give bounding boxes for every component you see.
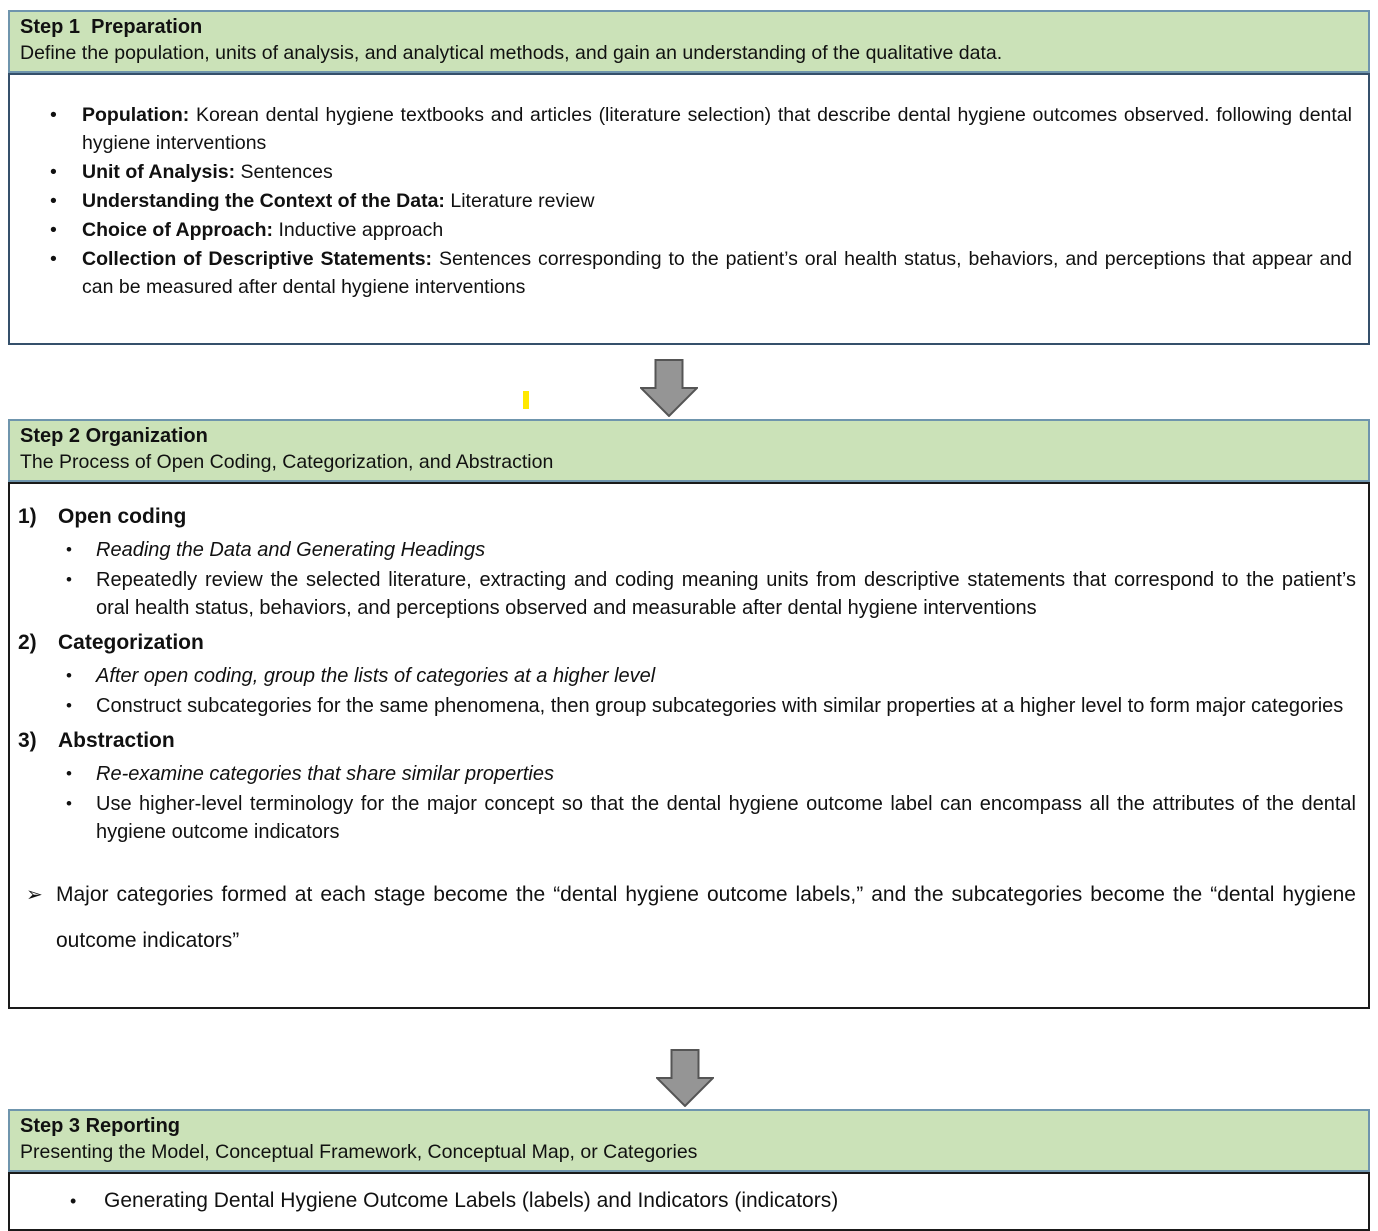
section-open-coding-heading	[18, 502, 1356, 532]
section-categorization-items	[66, 662, 1356, 720]
bullet-text	[82, 245, 1352, 301]
item-text: Re-examine categories that share similar properties	[96, 763, 554, 785]
step2-note	[26, 872, 1356, 964]
step2-box	[8, 419, 1370, 1009]
bullet-understanding-context	[50, 187, 1352, 215]
bullet-text	[82, 101, 1352, 157]
bullet-icon: •	[50, 190, 57, 212]
down-arrow-icon	[656, 1049, 714, 1107]
step1-subtitle: Define the population, units of analysis, and analytical methods, and gain an understanding of the qualitative data.	[20, 42, 1003, 64]
bullet-icon: •	[66, 540, 72, 559]
bullet-icon: •	[66, 794, 72, 813]
bullet-generating-labels	[22, 1185, 1356, 1217]
bullet-label: Choice of Approach:	[82, 219, 274, 241]
list-item	[66, 692, 1356, 720]
section-number: 1)	[18, 505, 37, 528]
list-item	[66, 536, 1356, 564]
step2-title: Step 2 Organization	[20, 425, 208, 447]
bullet-population	[50, 101, 1352, 157]
bullet-collection-statements	[50, 245, 1352, 301]
bullet-text: Generating Dental Hygiene Outcome Labels (labels) and Indicators (indicators)	[104, 1189, 839, 1212]
section-number: 2)	[18, 631, 37, 654]
section-heading-text: Open coding	[58, 505, 187, 528]
yellow-highlight-mark	[523, 391, 529, 409]
item-text: Use higher-level terminology for the major concept so that the dental hygiene outcome label can encompass all the attributes of the dental hygiene outcome indicators	[96, 793, 1356, 843]
step2-subtitle: The Process of Open Coding, Categorization, and Abstraction	[20, 451, 554, 473]
step3-subtitle: Presenting the Model, Conceptual Framework, Conceptual Map, or Categories	[20, 1141, 698, 1163]
item-text: Reading the Data and Generating Headings	[96, 539, 486, 561]
item-text: Construct subcategories for the same phenomena, then group subcategories with similar properties at a higher level to form major categories	[96, 695, 1344, 717]
section-abstraction-items	[66, 760, 1356, 846]
step1-title: Step 1 Preparation	[20, 16, 203, 38]
bullet-text	[82, 216, 1352, 244]
bullet-icon: •	[66, 764, 72, 783]
bullet-value: Sentences	[240, 161, 333, 183]
bullet-value: Literature review	[450, 190, 595, 212]
down-arrow-icon	[640, 359, 698, 417]
section-categorization-heading	[18, 628, 1356, 658]
bullet-label: Understanding the Context of the Data:	[82, 190, 445, 212]
bullet-label: Collection of Descriptive Statements:	[82, 248, 433, 270]
bullet-icon: •	[66, 696, 72, 715]
bullet-icon: •	[50, 104, 57, 126]
section-number: 3)	[18, 729, 37, 752]
list-item	[66, 662, 1356, 690]
arrow-zone-2	[8, 1009, 1370, 1109]
item-text: After open coding, group the lists of categories at a higher level	[96, 665, 656, 687]
bullet-value: Inductive approach	[278, 219, 444, 241]
note-text: Major categories formed at each stage become the “dental hygiene outcome labels,” and the subcategories become the “dental hygiene outcome indicators”	[56, 883, 1356, 952]
step1-header	[8, 10, 1370, 73]
list-item	[66, 566, 1356, 622]
bullet-icon: •	[50, 248, 57, 270]
step3-body	[8, 1172, 1370, 1231]
arrowhead-bullet-icon: ➢	[26, 884, 43, 906]
item-text: Repeatedly review the selected literature, extracting and coding meaning units from descriptive statements that correspond to the patient’s oral health status, behaviors, and perceptions observed and measurable after dental hygiene interventions	[96, 569, 1356, 619]
bullet-text	[82, 158, 1352, 186]
bullet-label: Unit of Analysis:	[82, 161, 236, 183]
section-heading-text: Abstraction	[58, 729, 175, 752]
bullet-icon: •	[50, 219, 57, 241]
bullet-choice-of-approach	[50, 216, 1352, 244]
section-open-coding-items	[66, 536, 1356, 622]
section-abstraction-heading	[18, 726, 1356, 756]
step2-body	[8, 482, 1370, 1009]
list-item	[66, 760, 1356, 788]
arrow-zone-1	[8, 345, 1370, 419]
list-item	[66, 790, 1356, 846]
bullet-unit-of-analysis	[50, 158, 1352, 186]
step1-box	[8, 10, 1370, 345]
bullet-icon: •	[50, 161, 57, 183]
bullet-icon: •	[66, 570, 72, 589]
step1-body	[8, 73, 1370, 345]
step2-header	[8, 419, 1370, 482]
step3-box	[8, 1109, 1370, 1231]
bullet-value: Sentences corresponding to the patient’s oral health status, behaviors, and perceptions that appear and can be measured after dental hygiene interventions	[82, 248, 1352, 298]
step3-header	[8, 1109, 1370, 1172]
bullet-icon: •	[70, 1191, 77, 1211]
bullet-value: Korean dental hygiene textbooks and articles (literature selection) that describe dental hygiene outcomes observed. following dental hygiene interventions	[82, 104, 1352, 154]
bullet-label: Population:	[82, 104, 190, 126]
bullet-icon: •	[66, 666, 72, 685]
step3-title: Step 3 Reporting	[20, 1115, 181, 1137]
section-heading-text: Categorization	[58, 631, 204, 654]
bullet-text	[82, 187, 1352, 215]
